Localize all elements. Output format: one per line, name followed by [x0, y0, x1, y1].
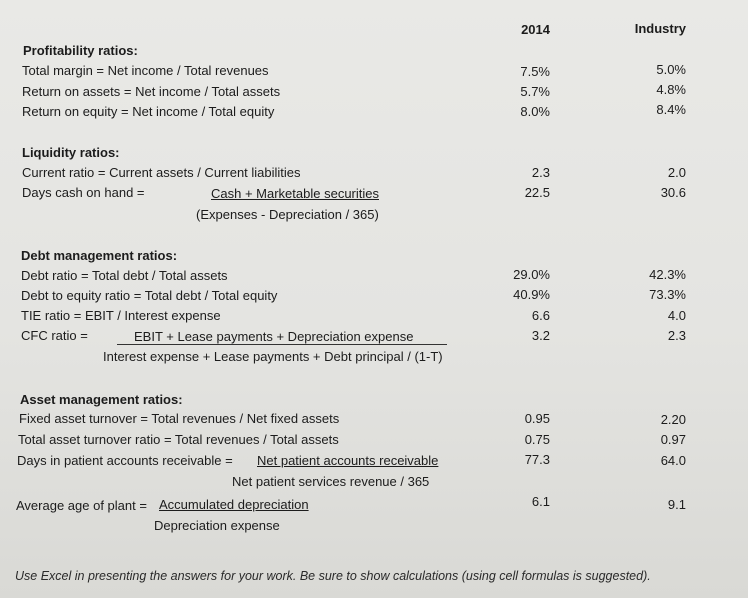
formula-denominator: Depreciation expense: [154, 518, 280, 533]
section-title-asset: Asset management ratios:: [20, 392, 183, 407]
value-industry: 5.0%: [656, 62, 686, 77]
value-2014: 5.7%: [520, 84, 550, 99]
ratio-label: Total asset turnover ratio = Total revenues / Total assets: [18, 432, 339, 447]
formula-numerator: Net patient accounts receivable: [257, 453, 439, 468]
value-2014: 40.9%: [513, 287, 550, 302]
formula-numerator: Accumulated depreciation: [159, 497, 309, 512]
section-title-debt: Debt management ratios:: [21, 248, 178, 263]
ratio-label: Current ratio = Current assets / Current liabilities: [22, 165, 301, 180]
ratio-label: Average age of plant =: [16, 498, 147, 513]
value-industry: 0.97: [660, 432, 686, 447]
formula-denominator: Interest expense + Lease payments + Debt principal / (1-T): [103, 349, 443, 364]
ratio-label: Debt ratio = Total debt / Total assets: [21, 268, 228, 283]
value-industry: 2.20: [660, 412, 686, 427]
value-2014: 77.3: [524, 452, 550, 467]
value-2014: 29.0%: [513, 267, 550, 282]
section-title-liquidity: Liquidity ratios:: [22, 145, 120, 160]
value-industry: 8.4%: [656, 102, 686, 117]
value-industry: 2.0: [667, 165, 686, 180]
footer-note: Use Excel in presenting the answers for your work. Be sure to show calculations (using cell formulas is suggested).: [15, 569, 651, 583]
formula-denominator: Net patient services revenue / 365: [232, 474, 430, 489]
value-industry: 9.1: [667, 497, 686, 512]
value-industry: 64.0: [660, 453, 686, 468]
value-2014: 22.5: [524, 185, 550, 200]
value-2014: 0.75: [524, 432, 550, 447]
value-2014: 6.1: [531, 494, 550, 509]
value-industry: 73.3%: [649, 287, 686, 302]
fraction-line: [117, 344, 447, 345]
section-title-profitability: Profitability ratios:: [23, 43, 138, 58]
ratio-label: Fixed asset turnover = Total revenues / Net fixed assets: [19, 411, 340, 426]
ratio-label: TIE ratio = EBIT / Interest expense: [21, 308, 221, 323]
formula-denominator: (Expenses - Depreciation / 365): [196, 207, 379, 222]
ratio-label: Return on assets = Net income / Total assets: [22, 84, 281, 99]
value-2014: 2.3: [531, 165, 550, 180]
value-industry: 4.8%: [656, 82, 686, 97]
ratio-label: Total margin = Net income / Total revenues: [22, 63, 269, 78]
value-industry: 30.6: [660, 185, 686, 200]
value-2014: 3.2: [531, 328, 550, 343]
header-2014: 2014: [521, 22, 550, 37]
formula-numerator: EBIT + Lease payments + Depreciation expense: [134, 329, 414, 344]
value-2014: 0.95: [524, 411, 550, 426]
formula-numerator: Cash + Marketable securities: [211, 186, 379, 201]
header-industry: Industry: [634, 21, 686, 36]
value-2014: 7.5%: [520, 64, 550, 79]
ratio-label: Debt to equity ratio = Total debt / Total equity: [21, 288, 278, 303]
ratio-label: Return on equity = Net income / Total equity: [22, 104, 275, 119]
value-2014: 6.6: [531, 308, 550, 323]
ratio-label: Days cash on hand =: [22, 185, 145, 200]
ratio-label: CFC ratio =: [21, 328, 88, 343]
value-industry: 2.3: [667, 328, 686, 343]
value-industry: 4.0: [667, 308, 686, 323]
value-industry: 42.3%: [649, 267, 686, 282]
ratio-label: Days in patient accounts receivable =: [17, 453, 233, 468]
value-2014: 8.0%: [520, 104, 550, 119]
